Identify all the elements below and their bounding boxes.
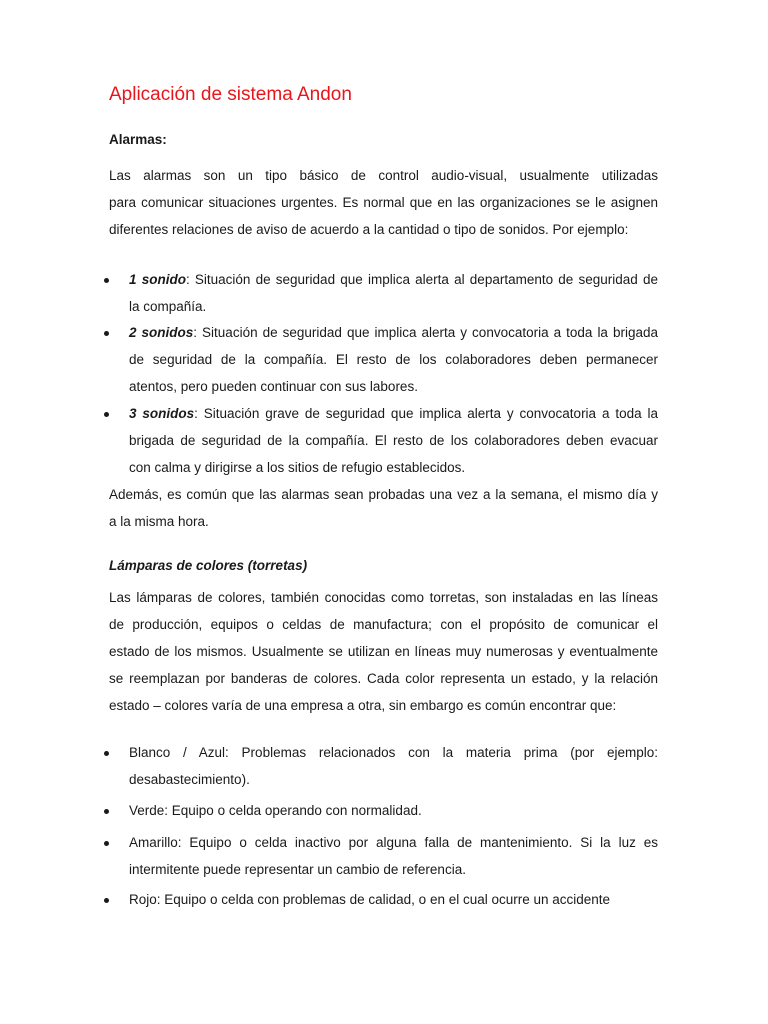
text-line: Rojo: Equipo o celda con problemas de calidad, o en el cual ocurre un accidente bbox=[129, 892, 611, 907]
alarm-term: 3 sonidos bbox=[129, 406, 195, 421]
bullet-icon bbox=[104, 809, 109, 814]
bullet-icon bbox=[104, 751, 109, 756]
bullet-icon bbox=[104, 898, 109, 903]
text-line: estado – colores varía de una empresa a otra, sin embargo es común encontrar que: bbox=[109, 698, 617, 713]
text-line: intermitente puede representar un cambio de referencia. bbox=[129, 862, 466, 877]
text-line: : Situación de seguridad que implica alerta y convocatoria a toda la brigada bbox=[193, 325, 658, 340]
text-line: brigada de seguridad de la compañía. El resto de los colaboradores deben evacuar bbox=[129, 433, 658, 448]
section-heading-lamparas: Lámparas de colores (torretas) bbox=[109, 558, 308, 573]
text-line: diferentes relaciones de aviso de acuerdo a la cantidad o tipo de sonidos. Por ejemplo: bbox=[109, 222, 629, 237]
section-heading-alarmas: Alarmas: bbox=[109, 132, 167, 147]
text-line: para comunicar situaciones urgentes. Es normal que en las organizaciones se le asignen bbox=[109, 195, 658, 210]
alarm-term: 1 sonido bbox=[129, 272, 186, 287]
text-line: : Situación grave de seguridad que implica alerta y convocatoria a toda la bbox=[194, 406, 659, 421]
alarmas-closing-paragraph bbox=[109, 481, 658, 535]
text-line: de seguridad de la compañía. El resto de los colaboradores deben permanecer bbox=[129, 352, 658, 367]
alarm-term: 2 sonidos bbox=[129, 325, 194, 340]
text-line: Las alarmas son un tipo básico de control audio-visual, usualmente utilizadas bbox=[109, 168, 658, 183]
text-line: desabastecimiento). bbox=[129, 772, 250, 787]
text-line: estado de los mismos. Usualmente se utilizan en líneas muy numerosas y eventualmente bbox=[109, 644, 658, 659]
bullet-icon bbox=[104, 841, 109, 846]
text-line: : Situación de seguridad que implica alerta al departamento de seguridad de bbox=[185, 272, 658, 287]
bullet-icon bbox=[104, 278, 109, 283]
text-line: Amarillo: Equipo o celda inactivo por alguna falla de mantenimiento. Si la luz es bbox=[129, 835, 658, 850]
text-line: Las lámparas de colores, también conocidas como torretas, son instaladas en las líneas bbox=[109, 590, 658, 605]
text-line: de producción, equipos o celdas de manufactura; con el propósito de comunicar el bbox=[109, 617, 658, 632]
bullet-icon bbox=[104, 412, 109, 417]
lamparas-intro-paragraph bbox=[109, 584, 658, 719]
text-line: Verde: Equipo o celda operando con normalidad. bbox=[129, 803, 422, 818]
text-line: la compañía. bbox=[129, 299, 207, 314]
text-line: se reemplazan por banderas de colores. Cada color representa un estado, y la relación bbox=[109, 671, 658, 686]
bullet-icon bbox=[104, 331, 109, 336]
text-line: atentos, pero pueden continuar con sus labores. bbox=[129, 379, 418, 394]
text-line: Además, es común que las alarmas sean probadas una vez a la semana, el mismo día y bbox=[109, 487, 658, 502]
text-line: con calma y dirigirse a los sitios de refugio establecidos. bbox=[129, 460, 466, 475]
text-line: Blanco / Azul: Problemas relacionados con la materia prima (por ejemplo: bbox=[129, 745, 658, 760]
alarmas-intro-paragraph bbox=[109, 162, 658, 243]
page-title: Aplicación de sistema Andon bbox=[109, 84, 352, 105]
text-line: a la misma hora. bbox=[109, 514, 209, 529]
